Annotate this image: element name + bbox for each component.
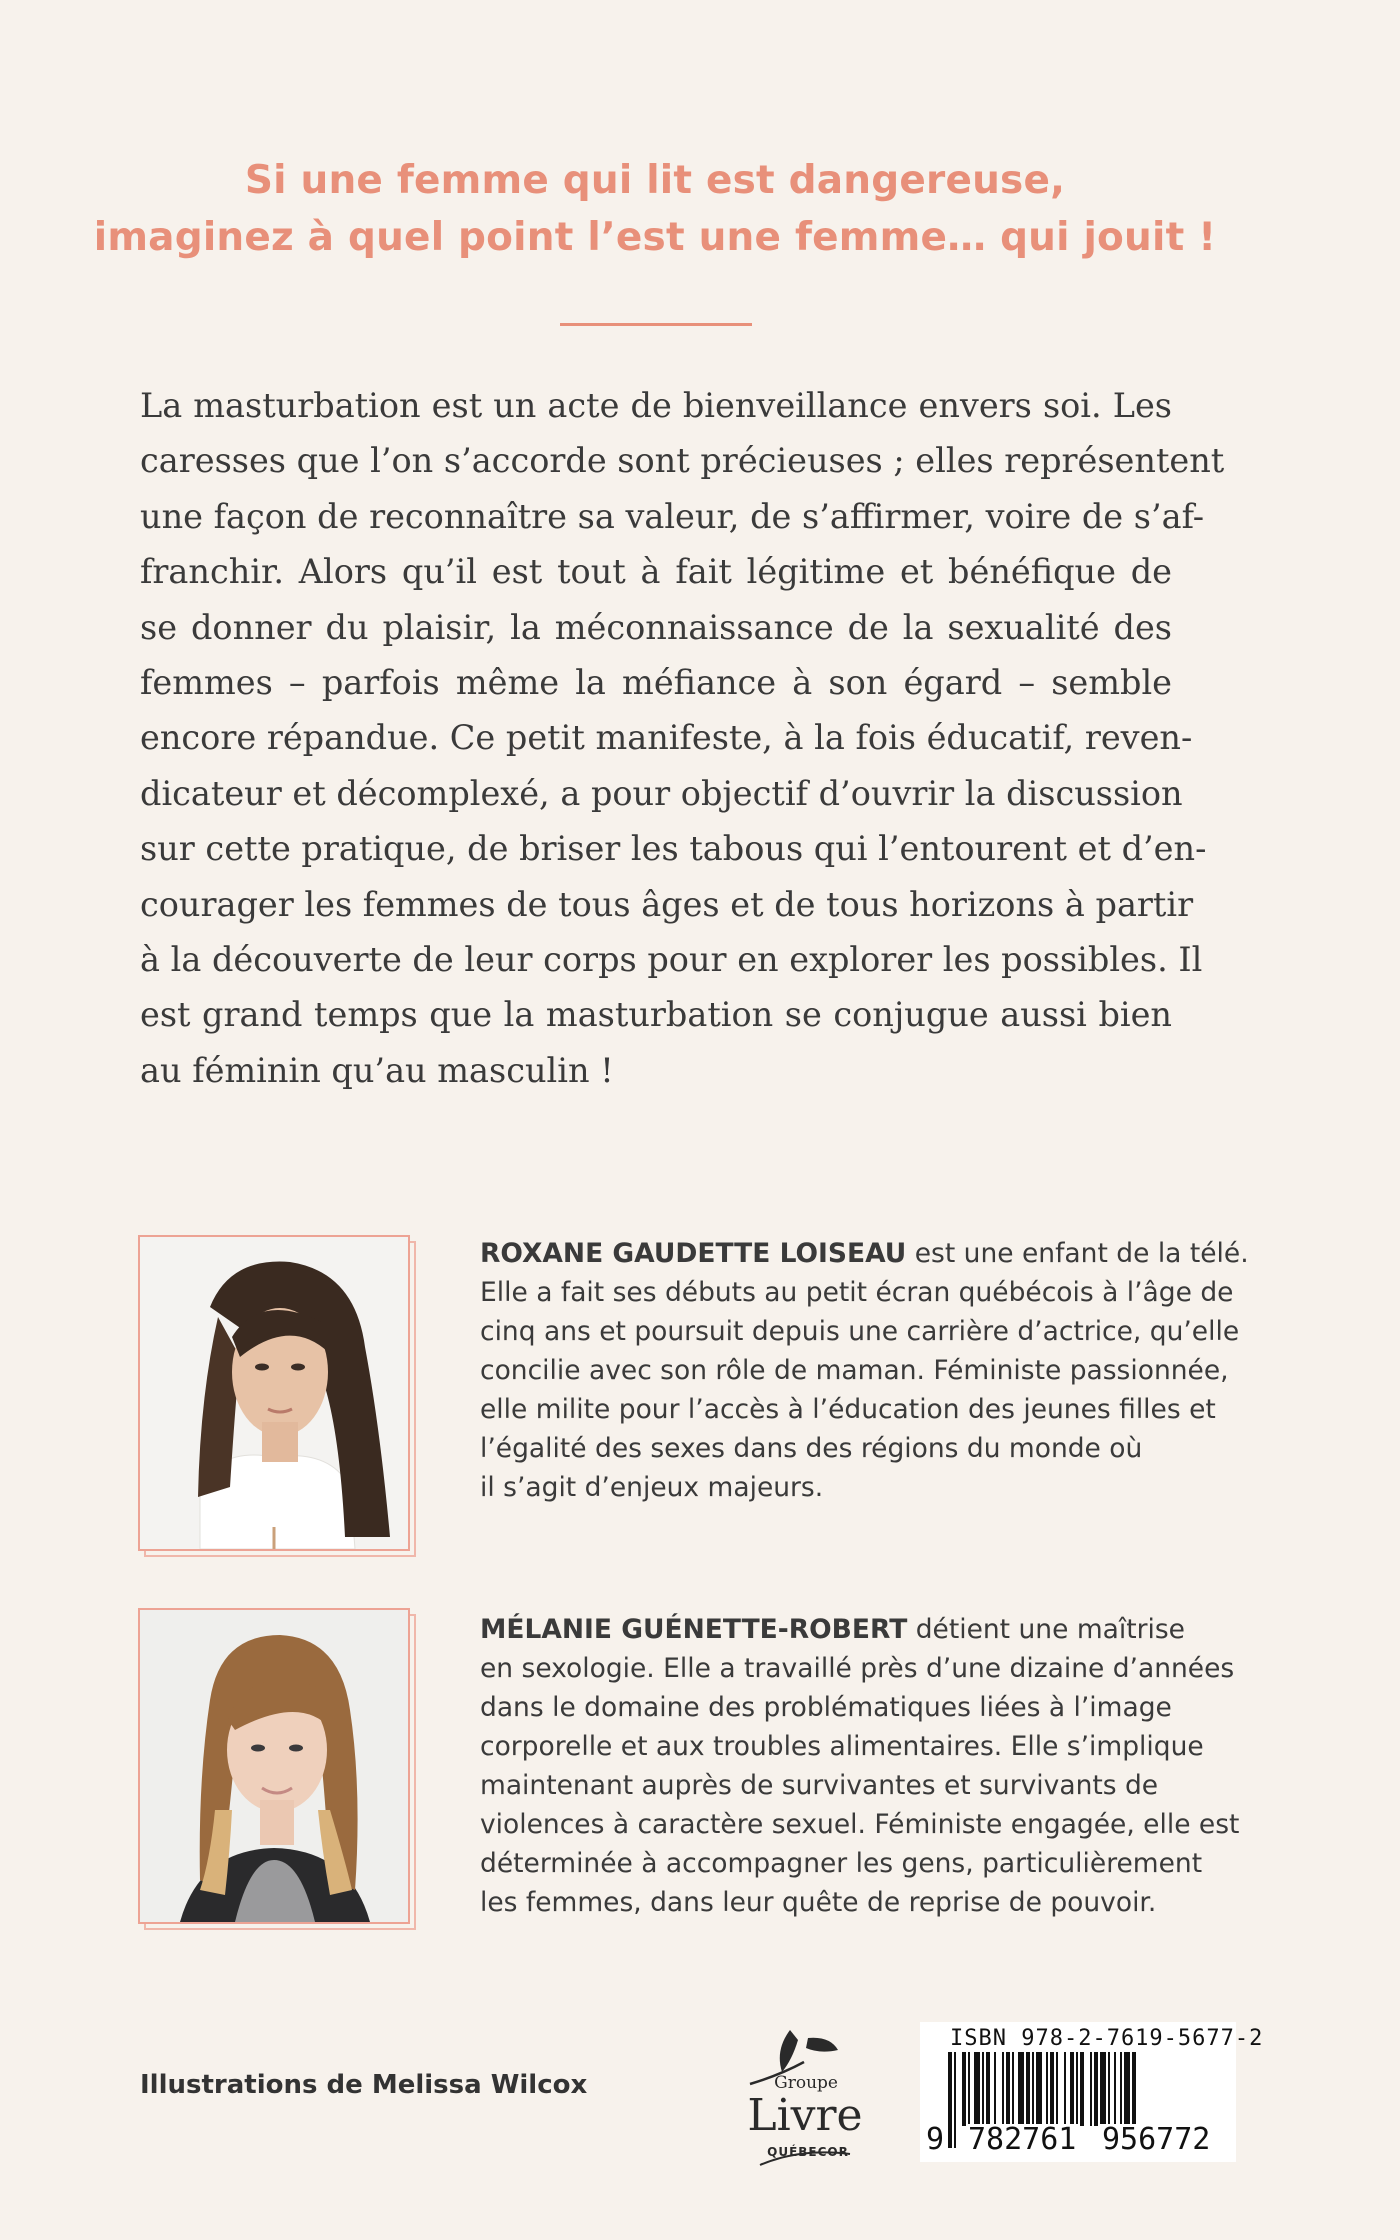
barcode-bar (1018, 2052, 1024, 2126)
barcode-bar (974, 2052, 980, 2126)
barcode-left-digits: 782761 (968, 2122, 1077, 2157)
bio-line: déterminée à accompagner les gens, particulièrement (480, 1848, 1203, 1879)
barcode-right-digits: 956772 (1102, 2122, 1211, 2157)
bio-line: maintenant auprès de survivantes et survivants de (480, 1770, 1159, 1801)
barcode-bar (1076, 2052, 1078, 2126)
blurb-line: une façon de reconnaître sa valeur, de s’affirmer, voire de s’af- (140, 496, 1205, 536)
author-2-photo (138, 1608, 410, 1924)
divider-rule (560, 323, 752, 326)
barcode-bar (1056, 2052, 1058, 2126)
barcode-bar (948, 2052, 952, 2148)
barcode-bar (1070, 2052, 1074, 2126)
barcode-bar (1094, 2052, 1098, 2126)
illustrations-credit: Illustrations de Melissa Wilcox (140, 2070, 588, 2100)
blurb-line: sur cette pratique, de briser les tabous qui l’entourent et d’en- (140, 829, 1207, 869)
barcode-bar (1108, 2052, 1110, 2126)
author-2-portrait-image (140, 1610, 408, 1922)
bio-line: cinq ans et poursuit depuis une carrière d’actrice, qu’elle (480, 1316, 1240, 1347)
blurb-line: à la découverte de leur corps pour en explorer les possibles. Il (140, 940, 1203, 980)
bio-line: violences à caractère sexuel. Féministe engagée, elle est (480, 1809, 1240, 1840)
barcode-bar (1026, 2052, 1030, 2126)
blurb-paragraph (140, 378, 1225, 1098)
blurb-line: femmes – parfois même la méfiance à son égard – semble (140, 663, 1172, 703)
author-2-name: MÉLANIE GUÉNETTE-ROBERT (480, 1614, 908, 1645)
barcode-bar (982, 2052, 984, 2126)
publisher-quebecor-text: QUÉBECOR (767, 2145, 849, 2159)
barcode-bar (1124, 2052, 1130, 2126)
bio-line: corporelle et aux troubles alimentaires. Elle s’implique (480, 1731, 1204, 1762)
author-1-photo (138, 1235, 410, 1551)
barcode-bar (954, 2052, 956, 2148)
blurb-line: au féminin qu’au masculin ! (140, 1050, 614, 1090)
publisher-livre-text: Livre (747, 2090, 863, 2141)
author-1-bio (480, 1234, 1280, 1507)
barcode-bar (1050, 2052, 1054, 2126)
blurb-line: se donner du plaisir, la méconnaissance de la sexualité des (140, 607, 1172, 647)
blurb-line: franchir. Alors qu’il est tout à fait légitime et bénéfique de (140, 552, 1172, 592)
barcode-bar (1100, 2052, 1106, 2126)
author-2-intro: détient une maîtrise (907, 1614, 1185, 1645)
barcode-bar (968, 2052, 970, 2126)
barcode-bar (1064, 2052, 1066, 2126)
barcode-bar (986, 2052, 990, 2126)
blurb-line: caresses que l’on s’accorde sont précieuses ; elles représentent (140, 441, 1225, 481)
publisher-groupe-text: Groupe (774, 2073, 838, 2093)
tagline-line-1: Si une femme qui lit est dangereuse, (244, 158, 1066, 203)
barcode-bar (1002, 2052, 1004, 2126)
barcode-bar (1012, 2052, 1014, 2126)
isbn-number: ISBN 978-2-7619-5677-2 (950, 2026, 1264, 2051)
barcode-bar (1114, 2052, 1116, 2126)
blurb-line: courager les femmes de tous âges et de tous horizons à partir (140, 884, 1194, 924)
author-1-name: ROXANE GAUDETTE LOISEAU (480, 1238, 907, 1269)
barcode-first-digit: 9 (926, 2122, 945, 2157)
barcode-bar (1032, 2052, 1034, 2126)
publisher-logo (720, 2020, 890, 2180)
bio-line: elle milite pour l’accès à l’éducation des jeunes filles et (480, 1394, 1216, 1425)
bio-line: l’égalité des sexes dans des régions du monde où (480, 1433, 1143, 1464)
barcode-bar (1036, 2052, 1042, 2126)
tagline (0, 152, 1310, 266)
bio-line: concilie avec son rôle de maman. Féministe passionnée, (480, 1355, 1229, 1386)
author-1-intro: est une enfant de la télé. (906, 1238, 1249, 1269)
blurb-line: La masturbation est un acte de bienveillance envers soi. Les (140, 386, 1172, 425)
barcode (920, 2022, 1264, 2162)
blurb-line: est grand temps que la masturbation se conjugue aussi bien (140, 995, 1172, 1035)
bio-line: Elle a fait ses débuts au petit écran québécois à l’âge de (480, 1277, 1234, 1308)
bio-line: en sexologie. Elle a travaillé près d’une dizaine d’années (480, 1653, 1235, 1684)
barcode-bar (962, 2052, 966, 2126)
barcode-bar (1090, 2052, 1092, 2126)
blurb-line: encore répandue. Ce petit manifeste, à la fois éducatif, reven- (140, 718, 1193, 758)
author-1-portrait-image (140, 1237, 408, 1549)
barcode-bar (1080, 2052, 1084, 2126)
bio-line: dans le domaine des problématiques liées à l’image (480, 1692, 1172, 1723)
barcode-bar (1006, 2052, 1010, 2126)
barcode-bar (1120, 2052, 1122, 2126)
blurb-line: dicateur et décomplexé, a pour objectif d’ouvrir la discussion (140, 773, 1183, 813)
bio-line: il s’agit d’enjeux majeurs. (480, 1472, 824, 1503)
bio-line: les femmes, dans leur quête de reprise de pouvoir. (480, 1887, 1157, 1918)
barcode-bar (994, 2052, 996, 2126)
author-2-bio (480, 1610, 1280, 1922)
tagline-line-2: imaginez à quel point l’est une femme… qui jouit ! (93, 215, 1217, 260)
